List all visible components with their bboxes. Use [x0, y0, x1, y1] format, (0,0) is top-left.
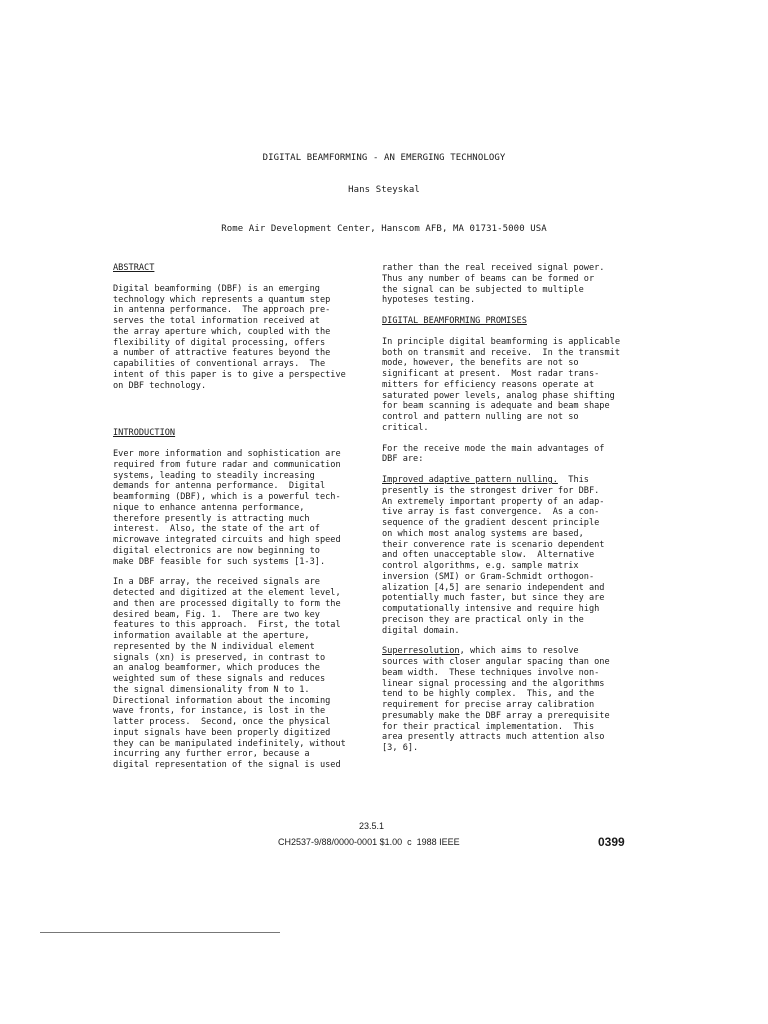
text-line: tend to be highly complex. This, and the	[382, 689, 595, 700]
nulling-first-line	[382, 475, 632, 486]
text-line: latter process. Second, once the physical	[113, 717, 331, 727]
text-line: rather than the real received signal power.	[382, 263, 605, 273]
text-line: control and pattern nulling are not so	[382, 412, 579, 422]
text-line: digital domain.	[382, 625, 460, 636]
text-line: in antenna performance. The approach pre-	[113, 305, 331, 316]
text-line: requirement for precise array calibration	[382, 700, 595, 710]
author-affiliation: Rome Air Development Center, Hanscom AFB, MA 01731-5000 USA	[221, 224, 547, 234]
text-line: sources with closer angular spacing than one	[382, 657, 610, 667]
text-line: an analog beamformer, which produces the	[113, 663, 320, 674]
text-line: serves the total information received at	[113, 316, 320, 326]
spacer	[382, 434, 632, 444]
spacer	[113, 391, 363, 428]
footer-rule	[40, 932, 280, 933]
text-line: Directional information about the incoming	[113, 695, 331, 706]
spacer	[382, 327, 632, 337]
left-column	[113, 263, 363, 771]
text-line: features to this approach. First, the total	[113, 620, 341, 631]
text-line: digital electronics are now beginning to	[113, 545, 320, 556]
text-line: on DBF technology.	[113, 380, 207, 391]
text-line: mitters for efficiency reasons operate at	[382, 379, 595, 390]
text-line: linear signal processing and the algorithms	[382, 678, 605, 689]
text-line: In principle digital beamforming is applicable	[382, 336, 620, 347]
spacer	[382, 465, 632, 475]
spacer	[113, 439, 363, 449]
text-line: the signal can be subjected to multiple	[382, 284, 584, 295]
paper-title: DIGITAL BEAMFORMING - AN EMERGING TECHNOLOGY	[262, 153, 506, 163]
text-line: DBF are:	[382, 454, 424, 465]
introduction-paragraph-2	[113, 577, 363, 771]
superres-paragraph	[382, 657, 632, 754]
text-line: make DBF feasible for such systems [1-3].	[113, 556, 326, 567]
section-number: 23.5.1	[359, 821, 385, 831]
text-line: desired beam, Fig. 1. There are two key	[113, 609, 320, 620]
text-line: beamforming (DBF), which is a powerful tech-	[113, 492, 341, 502]
text-line: hypoteses testing.	[382, 295, 476, 306]
continued-text	[382, 263, 632, 306]
superres-term: Superresolution	[382, 646, 460, 657]
right-column	[382, 263, 632, 754]
text-line: weighted sum of these signals and reduces	[113, 674, 326, 684]
text-line: saturated power levels, analog phase shifting	[382, 390, 615, 401]
text-line: incurring any further error, because a	[113, 749, 310, 760]
copyright-line: CH2537-9/88/0000-0001 $1.00 c 1988 IEEE	[278, 837, 460, 847]
nulling-term: Improved adaptive pattern nulling.	[382, 475, 558, 485]
text-line: and often unacceptable slow. Alternative	[382, 550, 595, 561]
text-line: Ever more information and sophistication are	[113, 449, 341, 459]
text-line: detected and digitized at the element level,	[113, 588, 341, 598]
page-number: 0399	[598, 835, 625, 849]
abstract-text	[113, 284, 363, 392]
text-line: significant at present. Most radar trans-	[382, 369, 600, 379]
text-line: In a DBF array, the received signals are	[113, 577, 320, 588]
nulling-first-rest: This	[557, 475, 589, 485]
text-line: Digital beamforming (DBF) is an emerging	[113, 283, 320, 294]
spacer	[113, 274, 363, 284]
text-line: capabilities of conventional arrays. The	[113, 359, 326, 369]
text-line: presently is the strongest driver for DBF.	[382, 485, 600, 496]
text-line: information available at the aperture,	[113, 631, 310, 641]
spacer	[382, 306, 632, 316]
text-line: inversion (SMI) or Gram-Schmidt orthogon-	[382, 571, 595, 582]
text-line: Thus any number of beams can be formed or	[382, 273, 595, 284]
text-line: sequence of the gradient descent principle	[382, 518, 600, 528]
promises-paragraph-2	[382, 444, 632, 466]
nulling-paragraph	[382, 486, 632, 637]
text-line: mode, however, the benefits are not so	[382, 358, 579, 369]
text-line: on which most analog systems are based,	[382, 528, 584, 539]
introduction-paragraph-1	[113, 449, 363, 567]
text-line: For the receive mode the main advantages of	[382, 443, 605, 454]
text-line: the array aperture which, coupled with the	[113, 326, 331, 337]
text-line: presumably make the DBF array a prerequisite	[382, 710, 610, 721]
text-line: they can be manipulated indefinitely, without	[113, 738, 346, 749]
text-line: interest. Also, the state of the art of	[113, 524, 320, 535]
text-line: computationally intensive and require high	[382, 604, 600, 614]
text-line: demands for antenna performance. Digital	[113, 481, 326, 492]
text-line: wave fronts, for instance, is lost in the	[113, 706, 326, 717]
text-line: potentially much faster, but since they are	[382, 593, 605, 604]
text-line: beam width. These techniques involve non-	[382, 667, 600, 678]
text-line: precison they are practical only in the	[382, 614, 584, 625]
superres-first-line	[382, 646, 632, 657]
text-line: intent of this paper is to give a perspective	[113, 369, 346, 380]
text-line: their converence rate is scenario dependent	[382, 539, 605, 550]
promises-paragraph-1	[382, 337, 632, 434]
promises-heading: DIGITAL BEAMFORMING PROMISES	[382, 316, 527, 326]
text-line: tive array is fast convergence. As a con-	[382, 507, 600, 518]
text-line: systems, leading to steadily increasing	[113, 470, 315, 481]
text-line: nique to enhance antenna performance,	[113, 502, 305, 513]
text-line: for beam scanning is adequate and beam shape	[382, 401, 610, 412]
text-line: alization [4,5] are senario independent and	[382, 582, 605, 593]
author-name: Hans Steyskal	[348, 185, 420, 195]
spacer	[382, 636, 632, 646]
text-line: technology which represents a quantum step	[113, 294, 331, 305]
text-line: microwave integrated circuits and high speed	[113, 535, 341, 545]
superres-first-rest: , which aims to resolve	[459, 646, 579, 657]
text-line: and then are processed digitally to form the	[113, 598, 341, 609]
text-line: therefore presently is attracting much	[113, 513, 310, 524]
text-line: critical.	[382, 422, 429, 433]
text-line: input signals have been properly digitized	[113, 727, 331, 738]
text-line: a number of attractive features beyond the	[113, 348, 331, 359]
introduction-heading: INTRODUCTION	[113, 428, 176, 439]
abstract-heading: ABSTRACT	[113, 263, 155, 273]
text-line: for their practical implementation. This	[382, 721, 595, 732]
text-line: represented by the N individual element	[113, 641, 315, 652]
text-line: signals (xn) is preserved, in contrast to	[113, 652, 326, 663]
text-line: control algorithms, e.g. sample matrix	[382, 561, 579, 571]
text-line: the signal dimensionality from N to 1.	[113, 684, 310, 695]
text-line: required from future radar and communication	[113, 459, 341, 470]
text-line: flexibility of digital processing, offers	[113, 337, 326, 348]
spacer	[113, 567, 363, 577]
text-line: digital representation of the signal is used	[113, 760, 341, 770]
text-line: [3, 6].	[382, 743, 419, 753]
text-line: An extremely important property of an adap-	[382, 496, 605, 507]
text-line: both on transmit and receive. In the transmit	[382, 347, 620, 358]
text-line: area presently attracts much attention also	[382, 732, 605, 743]
